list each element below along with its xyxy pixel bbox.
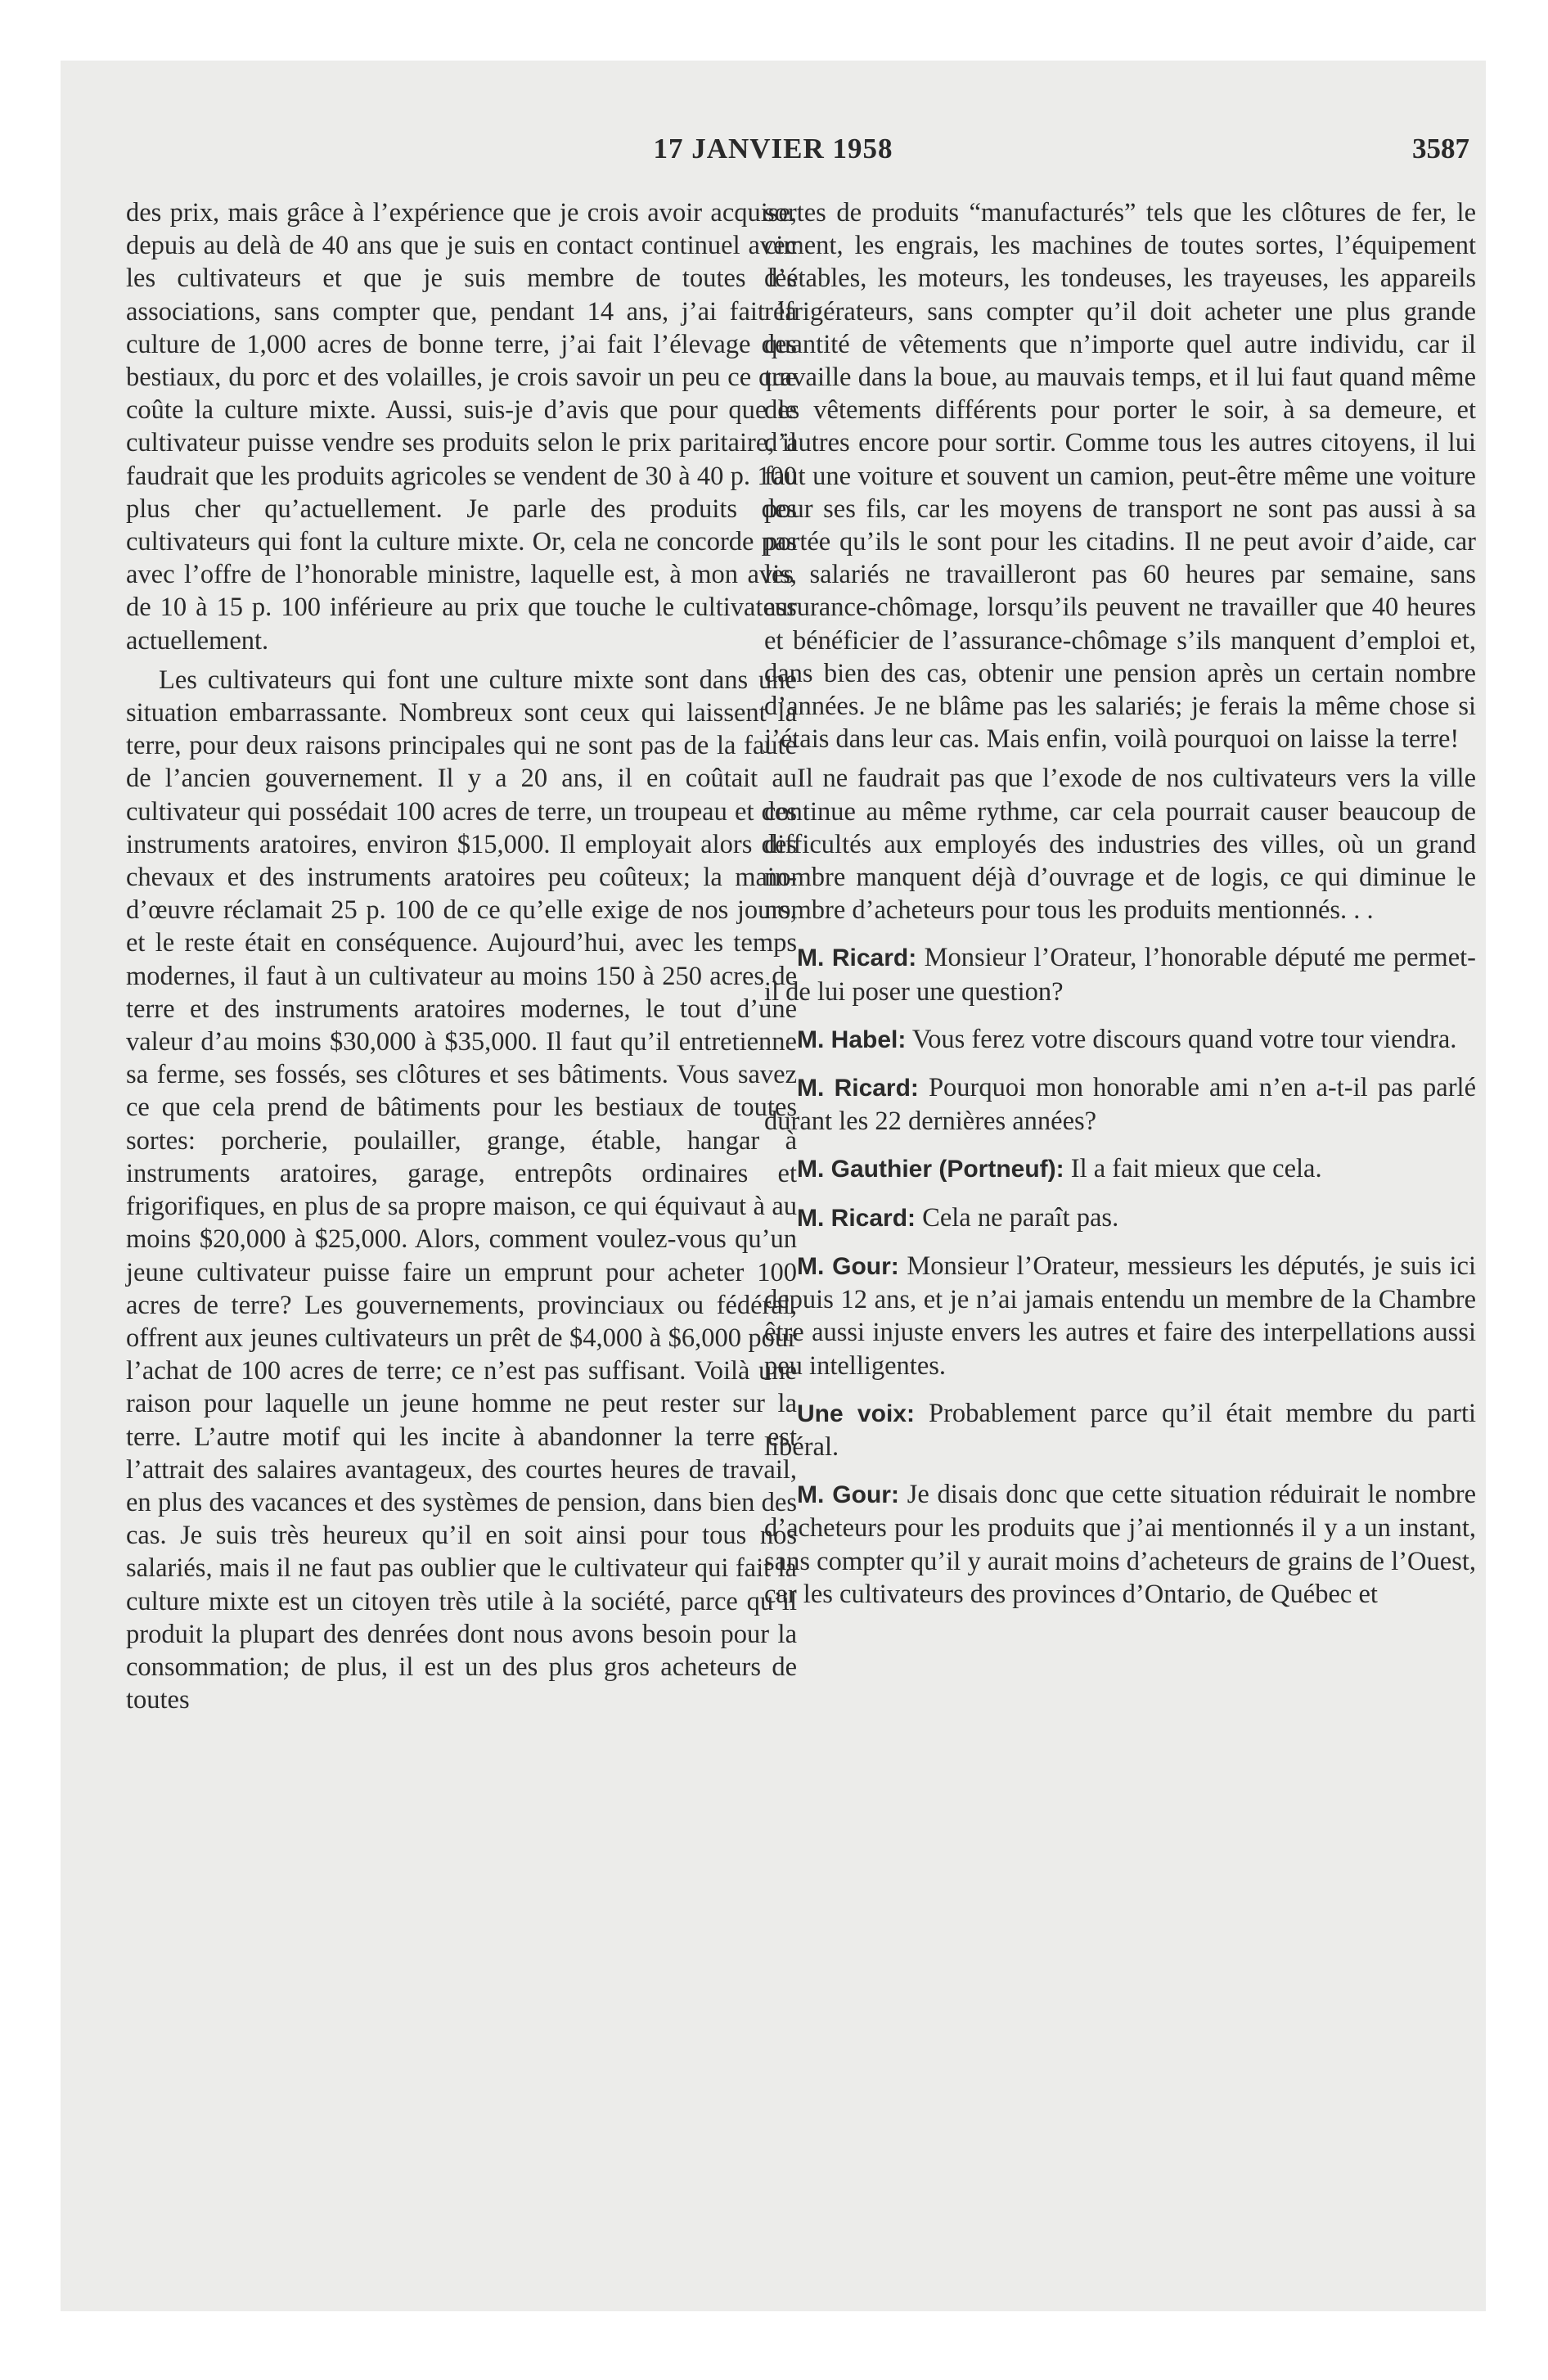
speech-text: Je disais donc que cette situation réduirait le nombre d’acheteurs pour les produits que j’ai mentionnés il y a un instant, sans compter qu’il y aurait moins d’acheteurs de grains de l’Ouest, car les cultivateurs des provinces d’Ontario, de Québec et (764, 1480, 1477, 1609)
paragraph: sortes de produits “manufacturés” tels que les clôtures de fer, le ciment, les engrais, les machines de toutes sortes, l’équipement d’étables, les moteurs, les tondeuses, les trayeuses, les appareils réfrigérateurs, sans compter qu’il doit acheter une plus grande quantité de vêtements que n’importe quel autre individu, car il travaille dans la boue, au mauvais temps, et il lui faut quand même des vêtements différents pour porter le soir, à sa demeure, et d’autres encore pour sortir. Comme tous les autres citoyens, il lui faut une voiture et souvent un camion, peut-être même une voiture pour ses fils, car les moyens de transport ne sont pas aussi à sa portée qu’ils le sont pour les citadins. Il ne peut avoir d’aide, car les salariés ne travailleront pas 60 heures par semaine, sans assurance-chômage, lorsqu’ils peuvent ne travailler que 40 heures et bénéficier de l’assurance-chômage s’ils manquent d’emploi et, dans bien des cas, obtenir une pension après un certain nombre d’années. Je ne blâme pas les salariés; je ferais la même chose si j’étais dans leur cas. Mais enfin, voilà pourquoi on laisse la terre! (764, 198, 1476, 755)
speech-text: Vous ferez votre discours quand votre tour viendra. (911, 1024, 1457, 1054)
speech-entry (764, 1023, 1476, 1057)
speech-text: Probablement parce qu’il était membre du parti libéral. (764, 1398, 1476, 1462)
left-column (126, 196, 797, 1724)
page-date: 17 JANVIER 1958 (653, 133, 893, 165)
speech-text: Cela ne paraît pas. (922, 1202, 1119, 1233)
speaker-name: M. Ricard: (797, 1075, 919, 1102)
speaker-name: M. Gour: (797, 1481, 899, 1509)
speech-entry (764, 1201, 1476, 1235)
speech-text: Il a fait mieux que cela. (1070, 1154, 1322, 1184)
speech-entry (764, 1250, 1476, 1382)
page-sheet (61, 61, 1486, 2311)
speaker-name: M. Gour: (797, 1252, 899, 1280)
speech-entry (764, 1071, 1476, 1138)
speaker-name: M. Gauthier (Portneuf): (797, 1156, 1064, 1183)
paragraph: des prix, mais grâce à l’expérience que je crois avoir acquise, depuis au delà de 40 ans que je suis en contact continuel avec les cultivateurs et que je suis membre de toutes les associations, sans compter que, pendant 14 ans, j’ai fait la culture de 1,000 acres de bonne terre, j’ai fait l’élevage des bestiaux, du porc et des volailles, je crois savoir un peu ce que coûte la culture mixte. Aussi, suis-je d’avis que pour que le cultivateur puisse vendre ses produits selon le prix paritaire, il faudrait que les produits agricoles se vendent de 30 à 40 p. 100 plus cher qu’actuellement. Je parle des produits des cultivateurs qui font la culture mixte. Or, cela ne concorde pas avec l’offre de l’honorable ministre, laquelle est, à mon avis, de 10 à 15 p. 100 inférieure au prix que touche le cultivateur actuellement. (126, 198, 797, 656)
speaker-name: M. Ricard: (797, 944, 917, 972)
speaker-name: M. Habel: (797, 1025, 907, 1053)
speech-entry (764, 941, 1476, 1007)
right-column (764, 196, 1476, 1619)
speech-text: Pourquoi mon honorable ami n’en a-t-il pas parlé durant les 22 dernières années? (764, 1073, 1477, 1137)
speech-entry (764, 1397, 1476, 1463)
speech-entry (764, 1152, 1476, 1186)
paragraph: Les cultivateurs qui font une culture mixte sont dans une situation embarrassante. Nombreux sont ceux qui laissent la terre, pour deux raisons principales qui ne sont pas de la faute de l’ancien gouvernement. Il y a 20 ans, il en coûtait au cultivateur qui possédait 100 acres de terre, un troupeau et des instruments aratoires, environ $15,000. Il employait alors des chevaux et des instruments aratoires peu coûteux; la main-d’œuvre réclamait 25 p. 100 de ce qu’elle exige de nos jours, et le reste était en conséquence. Aujourd’hui, avec les temps modernes, il faut à un cultivateur au moins 150 à 250 acres de terre et des instruments aratoires modernes, le tout d’une valeur d’au moins $30,000 à $35,000. Il faut qu’il entretienne sa ferme, ses fossés, ses clôtures et ses bâtiments. Vous savez ce que cela prend de bâtiments pour les bestiaux de toutes sortes: porcherie, poulailler, grange, étable, hangar à instruments aratoires, garage, entrepôts ordinaires et frigorifiques, en plus de sa propre maison, ce qui équivaut à au moins $20,000 à $25,000. Alors, comment voulez-vous qu’un jeune cultivateur puisse faire un emprunt pour acheter 100 acres de terre? Les gouvernements, provinciaux ou fédéral, offrent aux jeunes cultivateurs un prêt de $4,000 à $6,000 pour l’achat de 100 acres de terre; ce n’est pas suffisant. Voilà une raison pour laquelle un jeune homme ne peut rester sur la terre. L’autre motif qui les incite à abandonner la terre est l’attrait des salaires avantageux, des courtes heures de travail, en plus des vacances et des systèmes de pension, dans bien des cas. Je suis très heureux qu’il en soit ainsi pour tous nos salariés, mais il ne faut pas oublier que le cultivateur qui fait la culture mixte est un citoyen très utile à la société, parce qu’il produit la plupart des denrées dont nous avons besoin pour la consommation; de plus, il est un des plus gros acheteurs de toutes (126, 665, 797, 1715)
speaker-name: M. Ricard: (797, 1204, 916, 1232)
paragraph: Il ne faudrait pas que l’exode de nos cultivateurs vers la ville continue au même rythme, car cela pourrait causer beaucoup de difficultés aux employés des industries des villes, où un grand nombre manquent déjà d’ouvrage et de logis, ce qui diminue le nombre d’acheteurs pour tous les produits mentionnés. . . (764, 764, 1476, 926)
speaker-name: Une voix: (797, 1400, 915, 1427)
page-number: 3587 (1412, 133, 1469, 165)
page-header (61, 61, 1486, 175)
speech-entry (764, 1478, 1476, 1611)
speech-text: Monsieur l’Orateur, l’honorable député me permet-il de lui poser une question? (764, 943, 1476, 1007)
speech-text: Monsieur l’Orateur, messieurs les députés, je suis ici depuis 12 ans, et je n’ai jamais entendu un membre de la Chambre être aussi injuste envers les autres et faire des interpellations aussi peu intelligentes. (764, 1251, 1477, 1381)
